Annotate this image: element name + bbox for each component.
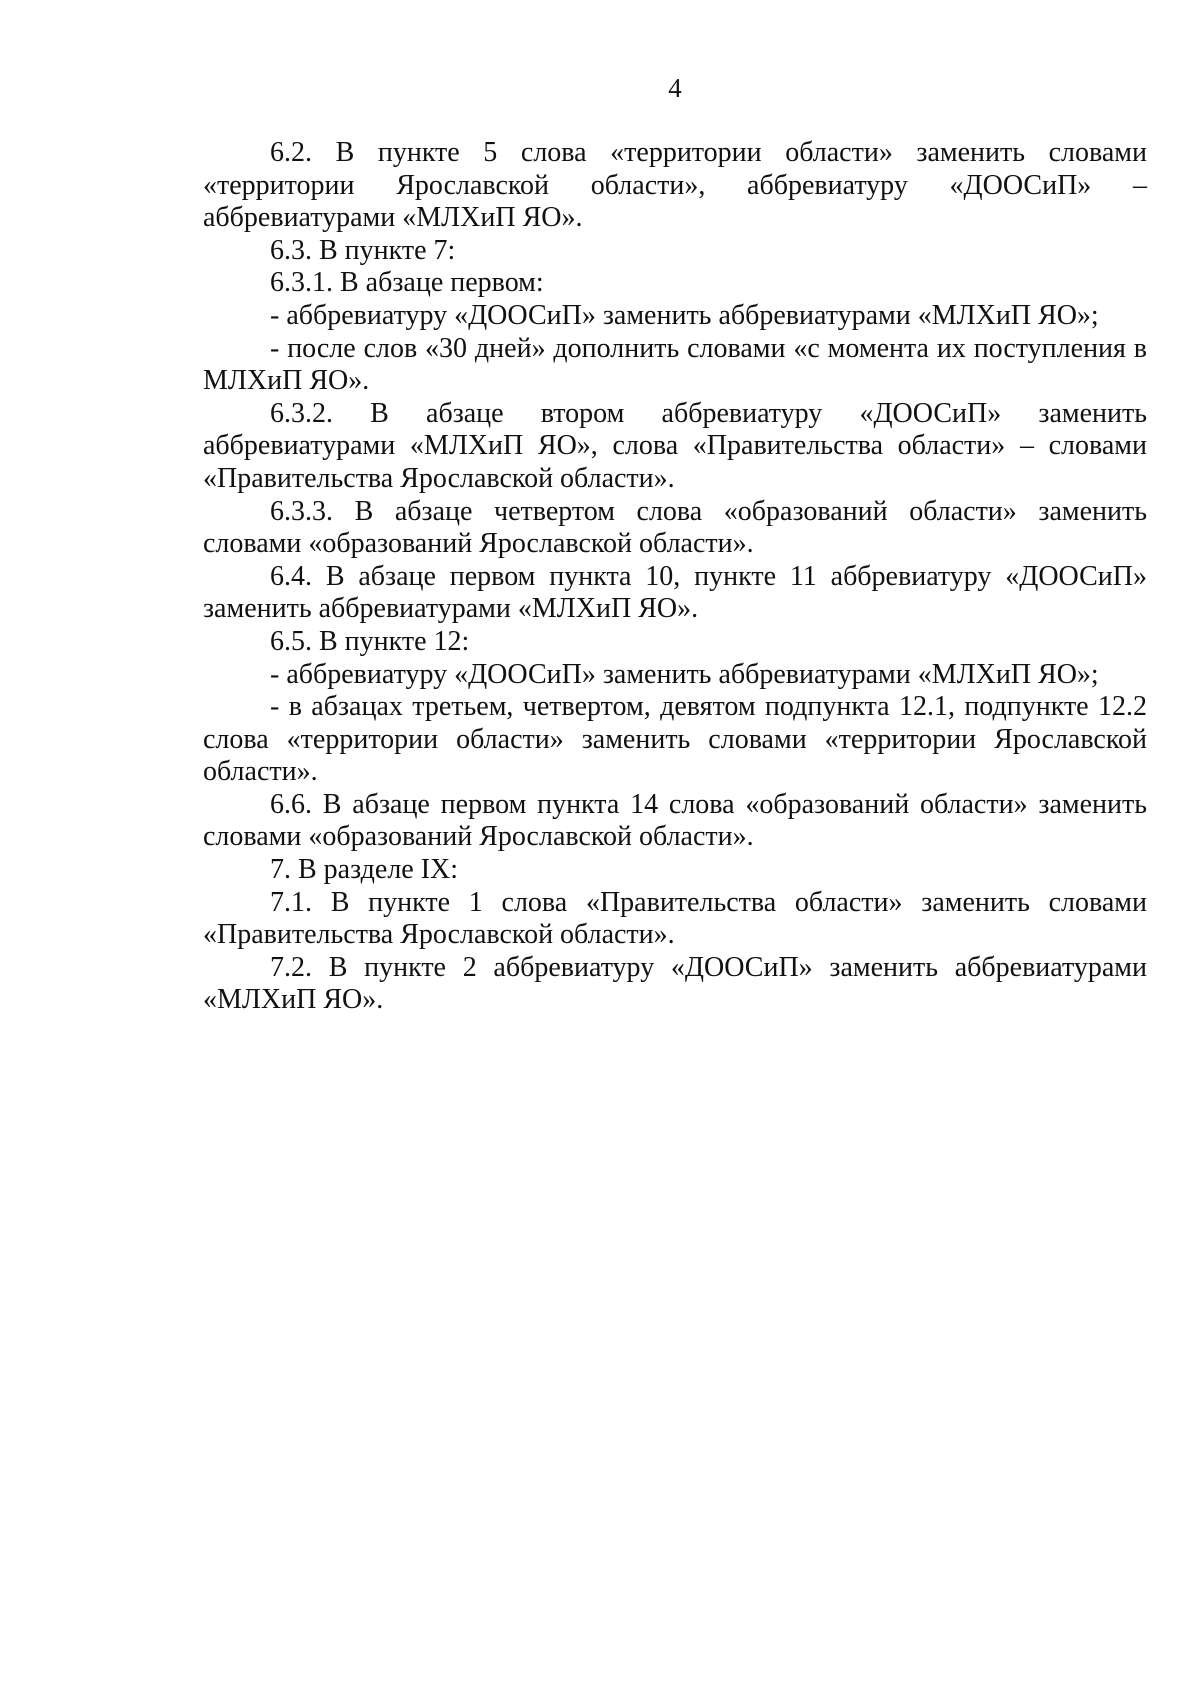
page-number: 4 (668, 73, 682, 103)
paragraph-6-5: 6.5. В пункте 12: (270, 625, 470, 657)
document-body (203, 137, 1147, 1017)
paragraph-7-1: 7.1. В пункте 1 слова «Правительства области» заменить словами «Правительства Ярославской области». (203, 886, 1147, 951)
paragraph-6-6: 6.6. В абзаце первом пункта 14 слова «образований области» заменить словами «образований Ярославской области». (203, 788, 1147, 853)
paragraph-7: 7. В разделе IX: (270, 854, 459, 886)
paragraph-7-2: 7.2. В пункте 2 аббревиатуру «ДООСиП» заменить аббревиатурами «МЛХиП ЯО». (203, 951, 1147, 1016)
paragraph-6-3-1-item-2: - после слов «30 дней» дополнить словами «с момента их поступления в МЛХиП ЯО». (203, 332, 1147, 397)
paragraph-6-4: 6.4. В абзаце первом пункта 10, пункте 11 аббревиатуру «ДООСиП» заменить аббревиатурами «МЛХиП ЯО». (203, 560, 1147, 625)
paragraph-6-3-2: 6.3.2. В абзаце втором аббревиатуру «ДООСиП» заменить аббревиатурами «МЛХиП ЯО», слова «Правительства области» – словами «Правительства Ярославской области». (203, 397, 1147, 494)
paragraph-6-3-1-item-1: - аббревиатуру «ДООСиП» заменить аббревиатурами «МЛХиП ЯО»; (270, 299, 1099, 331)
paragraph-6-5-item-2: - в абзацах третьем, четвертом, девятом подпункта 12.1, подпункте 12.2 слова «территории области» заменить словами «территории Ярославской области». (203, 691, 1147, 788)
paragraph-6-3: 6.3. В пункте 7: (270, 234, 456, 266)
paragraph-6-5-item-1: - аббревиатуру «ДООСиП» заменить аббревиатурами «МЛХиП ЯО»; (270, 658, 1099, 690)
paragraph-6-3-1: 6.3.1. В абзаце первом: (270, 267, 544, 299)
paragraph-6-2: 6.2. В пункте 5 слова «территории области» заменить словами «территории Ярославской области», аббревиатуру «ДООСиП» – аббревиатурами «МЛХиП ЯО». (203, 137, 1147, 234)
paragraph-6-3-3: 6.3.3. В абзаце четвертом слова «образований области» заменить словами «образований Ярославской области». (203, 495, 1147, 560)
